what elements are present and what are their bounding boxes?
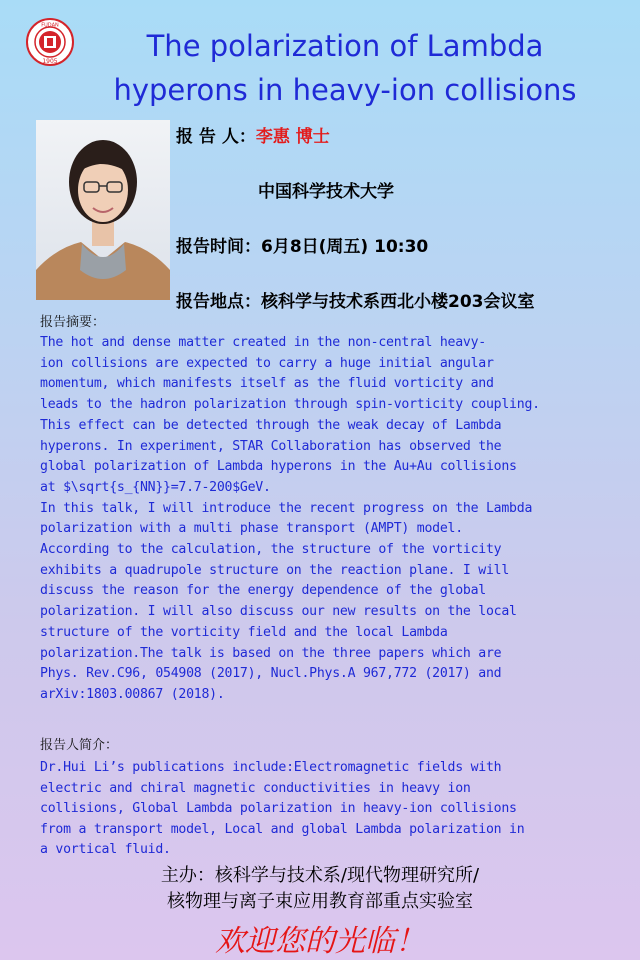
logo-year: 1905 [42,58,58,65]
bio-heading: 报告人简介： [40,738,119,753]
text-line: a vortical fluid. [40,842,171,857]
text-line: Dr.Hui Li’s publications include:Electromagnetic fields with [40,760,502,775]
text-line: hyperons. In experiment, STAR Collaboration has observed the [40,438,502,454]
text-line: exhibits a quadrupole structure on the reaction plane. I will [40,562,510,578]
text-line: at $\sqrt{s_{NN}}=7.7-200$GeV. [40,479,271,495]
speaker-name: 李惠 博士 [255,127,330,147]
text-line: global polarization of Lambda hyperons in the Au+Au collisions [40,459,517,475]
text-line: ion collisions are expected to carry a huge initial angular [40,355,494,371]
time-row [176,232,428,257]
text-line: electric and chiral magnetic conductivities in heavy ion [40,780,471,796]
speaker-label: 报 告 人： [176,127,256,147]
abstract-heading: 报告摘要： [40,315,106,330]
text-line: from a transport model, Local and global Lambda polarization in [40,821,525,837]
place-value: 核科学与技术系西北小楼203会议室 [261,292,535,312]
time-value: 6月8日(周五) 10:30 [261,237,429,257]
text-line: collisions, Global Lambda polarization in heavy-ion collisions [40,801,517,816]
speaker-photo [36,120,170,300]
text-line: Phys. Rev.C96, 054908 (2017), Nucl.Phys.A 967,772 (2017) and [40,666,502,682]
place-label: 报告地点： [176,292,261,312]
welcome-text: 欢迎您的光临！ [215,924,425,959]
text-line: structure of the vorticity field and the local Lambda [40,624,448,640]
text-line: leads to the hadron polarization through spin-vorticity coupling. [40,397,540,413]
abstract-body [40,333,630,706]
text-line: polarization with a multi phase transport (AMPT) model. [40,521,463,537]
time-label: 报告时间： [176,237,261,257]
page-title-line-2: hyperons in heavy-ion collisions [113,73,577,107]
text-line: momentum, which manifests itself as the fluid vorticity and [40,376,494,392]
text-line: According to the calculation, the structure of the vorticity [40,542,502,558]
place-row [176,287,535,312]
text-line: This effect can be detected through the weak decay of Lambda [40,417,502,433]
page-title-line-1: The polarization of Lambda [146,29,544,63]
host-line-1: 主办：核科学与技术系/现代物理研究所/ [160,865,480,886]
speaker-row [176,122,330,147]
text-line: In this talk, I will introduce the recent progress on the Lambda [40,500,533,516]
text-line: polarization. I will also discuss our new results on the local [40,604,517,620]
host-line-2: 核物理与离子束应用教育部重点实验室 [167,891,473,912]
text-line: The hot and dense matter created in the non-central heavy- [40,335,486,350]
bio-body [40,758,630,861]
text-line: polarization.The talk is based on the three papers which are [40,645,502,661]
speaker-institution: 中国科学技术大学 [258,182,394,202]
text-line: discuss the reason for the energy dependence of the global [40,583,486,599]
text-line: arXiv:1803.00867 (2018). [40,686,225,702]
svg-text:FUDAN: FUDAN [41,22,59,29]
